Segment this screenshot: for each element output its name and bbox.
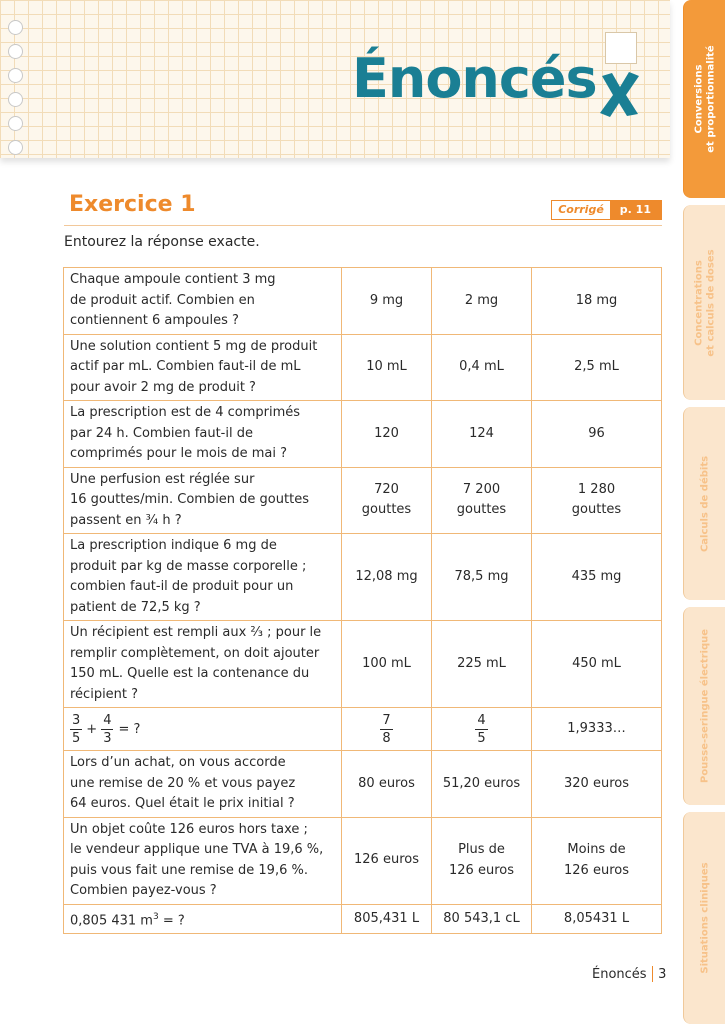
question-line: par 24 h. Combien faut-il de — [70, 425, 253, 441]
answer-option[interactable] — [342, 751, 432, 818]
answer-option[interactable] — [532, 621, 662, 708]
chapter-tab-label — [699, 862, 711, 973]
answer-option[interactable] — [532, 401, 662, 468]
footer-label: Énoncés — [592, 966, 647, 982]
chapter-tab-label-line: et proportionnalité — [704, 45, 716, 153]
checkbox-square-icon — [605, 32, 637, 64]
chapter-tab-label — [693, 45, 716, 152]
question-line: Une solution contient 5 mg de produit — [70, 338, 318, 354]
fraction-numerator: 4 — [477, 712, 486, 728]
table-row — [64, 817, 662, 904]
x-mark-icon — [598, 70, 642, 118]
answer-line: 1 280 — [577, 481, 616, 497]
answer-line: 120 — [374, 425, 399, 441]
chapter-tab-label-line: Calculs de débits — [698, 455, 710, 552]
answer-option[interactable] — [432, 268, 532, 335]
operator: + — [86, 721, 98, 737]
table-row — [64, 401, 662, 468]
chapter-tab-label — [693, 249, 716, 356]
table-row — [64, 751, 662, 818]
table-row — [64, 621, 662, 708]
answer-option[interactable] — [432, 467, 532, 534]
answer-line: 320 euros — [564, 775, 629, 791]
question-cell — [64, 751, 342, 818]
fraction-numerator: 7 — [382, 712, 391, 728]
chapter-tab-label-line: et calculs de doses — [704, 248, 716, 357]
question-tail: = ? — [158, 912, 185, 928]
answer-line: 96 — [588, 425, 605, 441]
answer-option[interactable] — [342, 467, 432, 534]
answer-line: 435 mg — [571, 568, 622, 584]
question-line: La prescription indique 6 mg de — [70, 538, 277, 553]
answer-option[interactable] — [342, 817, 432, 904]
question-line: actif par mL. Combien faut-il de mL — [70, 359, 301, 374]
chapter-tab[interactable] — [683, 812, 725, 1024]
binder-holes — [8, 20, 24, 160]
chapter-tab[interactable] — [683, 607, 725, 805]
fraction-numerator: 3 — [72, 712, 81, 728]
table-row — [64, 334, 662, 401]
quiz-table — [63, 267, 662, 934]
chapter-tab-label-line: Conversions — [693, 64, 704, 134]
question-cell — [64, 268, 342, 335]
fraction-denominator: 5 — [72, 730, 81, 746]
answer-option[interactable] — [532, 467, 662, 534]
answer-option[interactable] — [532, 708, 662, 751]
answer-line: 805,431 L — [353, 910, 420, 926]
fraction-denominator: 8 — [382, 730, 391, 746]
answer-line: Plus de — [458, 842, 505, 857]
question-tail: = ? — [118, 721, 141, 737]
chapter-tab-label-line: Pousse-seringue électrique — [698, 628, 710, 784]
answer-option[interactable] — [342, 334, 432, 401]
question-line: patient de 72,5 kg ? — [70, 599, 201, 615]
binder-hole — [8, 116, 23, 131]
fraction-denominator: 5 — [477, 730, 486, 746]
answer-line: 10 mL — [366, 359, 407, 374]
divider — [64, 225, 662, 226]
question-line: contiennent 6 ampoules ? — [70, 313, 239, 328]
answer-option[interactable] — [342, 401, 432, 468]
question-line: Un récipient est rempli aux ⅔ ; pour le — [70, 625, 322, 640]
question-cell — [64, 904, 342, 934]
chapter-tab-label — [699, 629, 711, 783]
answer-option[interactable] — [432, 401, 532, 468]
question-value: 0,805 431 m — [70, 912, 153, 928]
corrige-link[interactable] — [551, 200, 662, 220]
answer-line: 9 mg — [369, 292, 404, 308]
fraction-denominator: 3 — [103, 730, 112, 746]
question-line: combien faut-il de produit pour un — [70, 579, 294, 594]
table-row — [64, 904, 662, 934]
binder-hole — [8, 140, 23, 155]
answer-line: 8,05431 L — [563, 910, 630, 926]
chapter-tab[interactable] — [683, 205, 725, 400]
answer-line: gouttes — [361, 502, 412, 518]
answer-option[interactable] — [532, 268, 662, 335]
answer-line: 18 mg — [575, 292, 618, 308]
answer-line: 1,9333… — [567, 720, 626, 736]
table-row — [64, 534, 662, 621]
answer-line: 2 mg — [464, 292, 499, 308]
question-cell — [64, 401, 342, 468]
table-row — [64, 467, 662, 534]
answer-line: 126 euros — [354, 852, 419, 868]
chapter-tab-label-line: Concentrations — [693, 259, 704, 346]
answer-option[interactable] — [432, 534, 532, 621]
question-line: Combien payez-vous ? — [70, 883, 217, 898]
question-line: pour avoir 2 mg de produit ? — [70, 379, 256, 395]
table-row — [64, 268, 662, 335]
question-cell — [64, 467, 342, 534]
answer-line: 7 200 — [462, 481, 501, 497]
fraction — [475, 714, 487, 745]
question-cell — [64, 817, 342, 904]
exercise-title: Exercice 1 — [69, 192, 196, 217]
binder-hole — [8, 44, 23, 59]
question-cell — [64, 534, 342, 621]
answer-line: 12,08 mg — [355, 568, 418, 584]
exponent: 3 — [152, 911, 159, 922]
fraction — [101, 714, 113, 745]
answer-option[interactable] — [432, 817, 532, 904]
chapter-tab-label — [699, 455, 711, 551]
question-line: passent en ¾ h ? — [70, 512, 182, 528]
answer-option[interactable] — [532, 334, 662, 401]
answer-line: Moins de — [567, 842, 626, 857]
binder-hole — [8, 20, 23, 35]
question-line: 64 euros. Quel était le prix initial ? — [70, 796, 295, 811]
question-line: Lors d’un achat, on vous accorde — [70, 755, 286, 770]
corrige-label: Corrigé — [558, 203, 604, 216]
chapter-tabs — [683, 0, 725, 1024]
question-cell — [64, 621, 342, 708]
question-line: 150 mL. Quelle est la contenance du — [70, 666, 310, 681]
question-line: le vendeur applique une TVA à 19,6 %, — [70, 842, 324, 857]
chapter-tab-label-line: Situations cliniques — [698, 862, 710, 974]
chapter-tab[interactable] — [683, 407, 725, 600]
answer-line: 126 euros — [449, 862, 514, 878]
answer-line: 80 euros — [358, 775, 415, 791]
answer-line: 225 mL — [457, 655, 506, 671]
question-line: Une perfusion est réglée sur — [70, 471, 255, 487]
question-cell — [64, 334, 342, 401]
question-line: puis vous fait une remise de 19,6 %. — [70, 862, 308, 878]
answer-option[interactable] — [342, 268, 432, 335]
question-line: comprimés pour le mois de mai ? — [70, 446, 287, 461]
corrige-page: p. 11 — [610, 201, 661, 219]
page-number: 3 — [658, 966, 667, 982]
question-line: produit par kg de masse corporelle ; — [70, 558, 307, 574]
question-line: La prescription est de 4 comprimés — [70, 405, 301, 420]
answer-line: gouttes — [571, 502, 622, 518]
answer-option[interactable] — [432, 621, 532, 708]
question-cell — [64, 708, 342, 751]
answer-option[interactable] — [342, 621, 432, 708]
answer-line: 450 mL — [572, 655, 621, 671]
answer-line: 124 — [469, 425, 494, 441]
answer-option[interactable] — [342, 904, 432, 934]
binder-hole — [8, 92, 23, 107]
answer-line: 126 euros — [564, 862, 629, 878]
footer-separator — [652, 966, 654, 982]
answer-line: 2,5 mL — [574, 359, 619, 374]
answer-option[interactable] — [532, 751, 662, 818]
answer-option[interactable] — [432, 904, 532, 934]
question-line: une remise de 20 % et vous payez — [70, 775, 296, 791]
exercise-header — [64, 192, 662, 226]
page-title: Énoncés — [352, 47, 597, 110]
question-line: Un objet coûte 126 euros hors taxe ; — [70, 821, 308, 837]
answer-line: 100 mL — [362, 655, 411, 671]
answer-option[interactable] — [432, 708, 532, 751]
question-line: remplir complètement, on doit ajouter — [70, 645, 320, 661]
page-header — [0, 0, 670, 158]
answer-line: 51,20 euros — [442, 775, 521, 791]
answer-line: 80 543,1 cL — [443, 910, 520, 926]
answer-line: 78,5 mg — [454, 568, 509, 584]
answer-line: gouttes — [456, 502, 507, 518]
answer-option[interactable] — [432, 751, 532, 818]
instruction: Entourez la réponse exacte. — [64, 234, 260, 250]
answer-option[interactable] — [532, 534, 662, 621]
answer-line: 0,4 mL — [459, 359, 504, 374]
answer-option[interactable] — [532, 904, 662, 934]
chapter-tab[interactable] — [683, 0, 725, 198]
fraction — [380, 714, 392, 745]
question-line: 16 gouttes/min. Combien de gouttes — [70, 492, 309, 507]
answer-line: 720 — [374, 481, 399, 497]
page-footer — [592, 966, 666, 982]
fraction — [70, 714, 82, 745]
answer-option[interactable] — [532, 817, 662, 904]
question-line: récipient ? — [70, 686, 139, 702]
answer-option[interactable] — [342, 534, 432, 621]
table-row — [64, 708, 662, 751]
answer-option[interactable] — [342, 708, 432, 751]
binder-hole — [8, 68, 23, 83]
question-line: Chaque ampoule contient 3 mg — [70, 272, 276, 287]
question-line: de produit actif. Combien en — [70, 292, 255, 308]
fraction-numerator: 4 — [103, 712, 112, 728]
answer-option[interactable] — [432, 334, 532, 401]
